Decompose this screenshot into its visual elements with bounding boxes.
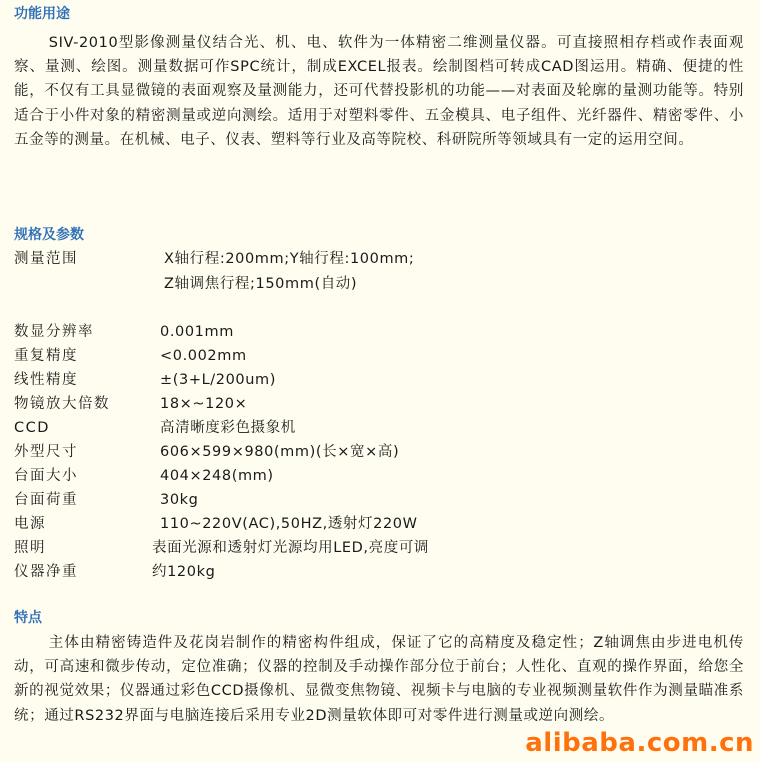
spec-value: 0.001mm (160, 324, 234, 340)
spec-value: Z轴调焦行程;150mm(自动) (164, 276, 358, 292)
spec-label: CCD (14, 420, 50, 436)
spec-value: 606×599×980(mm)(长×宽×高) (160, 444, 400, 460)
spec-row (14, 512, 744, 536)
spec-label: 台面大小 (14, 468, 78, 484)
spec-value: 18×~120× (160, 396, 248, 412)
spec-label: 电源 (14, 516, 46, 532)
spec-label: 线性精度 (14, 372, 78, 388)
function-paragraph: SIV-2010型影像测量仪结合光、机、电、软件为一体精密二维测量仪器。可直接照相存档或作表面观察、量测、绘图。测量数据可作SPC统计，制成EXCEL报表。绘制图档可转成CAD图运用。精确、便捷的性能，不仅有工具显微镜的表面观察及量测能力，还可代替投影机的功能——对表面及轮廓的量测功能等。特别适合于小件对象的精密测量或逆向测绘。适用于对塑料零件、五金模具、电子组件、光纤器件、精密零件、小五金等的测量。在机械、电子、仪表、塑料等行业及高等院校、科研院所等领域具有一定的运用空间。 (14, 35, 744, 148)
spec-row-range (14, 247, 744, 271)
spec-value: 404×248(mm) (160, 468, 274, 484)
spec-label: 数显分辨率 (14, 324, 94, 340)
spec-row (14, 536, 744, 560)
spec-value: 高清晰度彩色摄象机 (160, 420, 296, 436)
spec-row (14, 368, 744, 392)
spec-row (14, 392, 744, 416)
section-title-features: 特点 (14, 610, 42, 626)
spec-row (14, 320, 744, 344)
spec-value: <0.002mm (160, 348, 247, 364)
spec-row (14, 440, 744, 464)
spec-value: 30kg (160, 492, 199, 508)
section-title-specs: 规格及参数 (14, 227, 84, 243)
spec-label: 测量范围 (14, 251, 78, 267)
spec-label: 重复精度 (14, 348, 78, 364)
spec-label: 照明 (14, 540, 46, 556)
features-paragraph: 主体由精密铸造件及花岗岩制作的精密构件组成，保证了它的高精度及稳定性；Z轴调焦由步进电机传动，可高速和微步传动，定位准确；仪器的控制及手动操作部分位于前台；人性化、直观的操作界面，给您全新的视觉效果；仪器通过彩色CCD摄像机、显微变焦物镜、视频卡与电脑的专业视频测量软件作为测量瞄准系统；通过RS232界面与电脑连接后采用专业2D测量软体即可对零件进行测量或逆向测绘。 (14, 635, 744, 724)
spec-row (14, 560, 744, 584)
spec-value: ±(3+L/200um) (160, 372, 276, 388)
spec-label: 仪器净重 (14, 564, 78, 580)
spec-label: 物镜放大倍数 (14, 396, 110, 412)
spec-value: 110~220V(AC),50HZ,透射灯220W (160, 516, 418, 532)
spec-row (14, 464, 744, 488)
watermark-logo: alibaba.com.cn (525, 728, 754, 758)
section-title-function: 功能用途 (14, 6, 70, 22)
spec-row (14, 344, 744, 368)
spec-label: 外型尺寸 (14, 444, 78, 460)
spec-value: 表面光源和透射灯光源均用LED,亮度可调 (152, 540, 430, 556)
spec-row-range-z (14, 272, 744, 296)
spec-row (14, 488, 744, 512)
spec-value: 约120kg (152, 564, 216, 580)
spec-row (14, 416, 744, 440)
spec-label: 台面荷重 (14, 492, 78, 508)
spec-value: X轴行程:200mm;Y轴行程:100mm; (164, 251, 415, 267)
